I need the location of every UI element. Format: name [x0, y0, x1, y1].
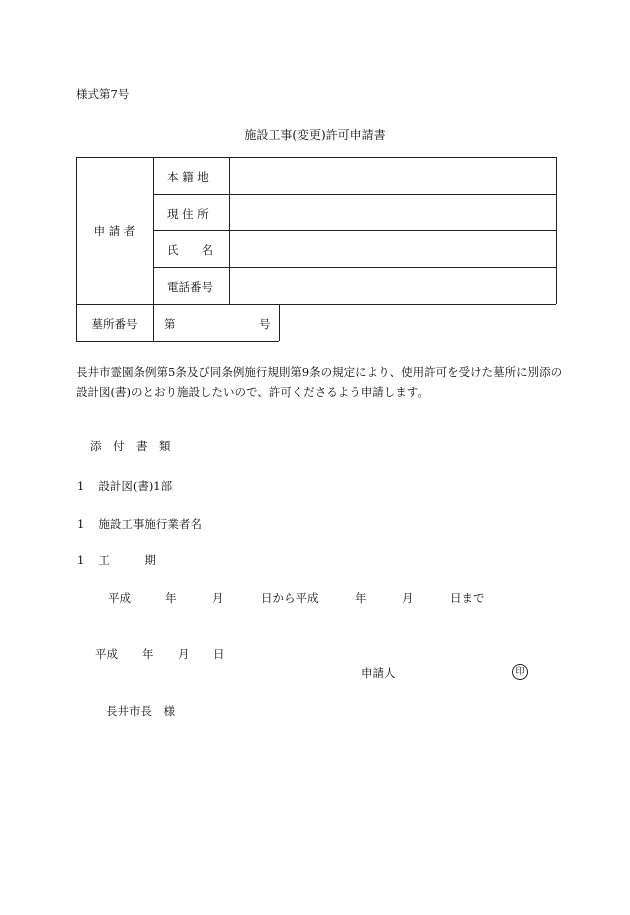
row-label-honseki: 本 籍 地 — [167, 170, 209, 184]
name-field[interactable] — [233, 234, 551, 262]
honseki-field[interactable] — [233, 162, 551, 190]
list-item: 1 設計図(書)1部 — [77, 479, 173, 493]
grave-prefix: 第 — [164, 317, 176, 331]
recipient: 長井市長 様 — [106, 704, 175, 718]
applicant-label: 申 請 者 — [93, 224, 136, 238]
document-title: 施設工事(変更)許可申請書 — [244, 128, 386, 142]
grave-number-label: 墓所番号 — [91, 317, 138, 331]
form-number: 様式第7号 — [76, 87, 130, 101]
row-label-address: 現 住 所 — [167, 207, 209, 221]
body-text: 長井市霊園条例第5条及び同条例施行規則第9条の規定により、使用許可を受けた墓所に別添の設計図(書)のとおり施設したいので、許可くださるよう申請します。 — [76, 365, 563, 399]
attachments-heading: 添 付 書 類 — [90, 439, 171, 453]
list-item: 1 工 期 — [77, 553, 156, 567]
row-label-name: 氏 名 — [167, 243, 213, 257]
applicant-signature-label: 申請人 — [361, 666, 396, 680]
row-label-phone: 電話番号 — [167, 280, 213, 294]
address-field[interactable] — [233, 198, 551, 226]
grave-suffix: 号 — [259, 317, 271, 331]
seal-icon: 印 — [512, 664, 528, 680]
list-item: 1 施設工事施行業者名 — [77, 517, 202, 531]
phone-field[interactable] — [233, 271, 551, 299]
